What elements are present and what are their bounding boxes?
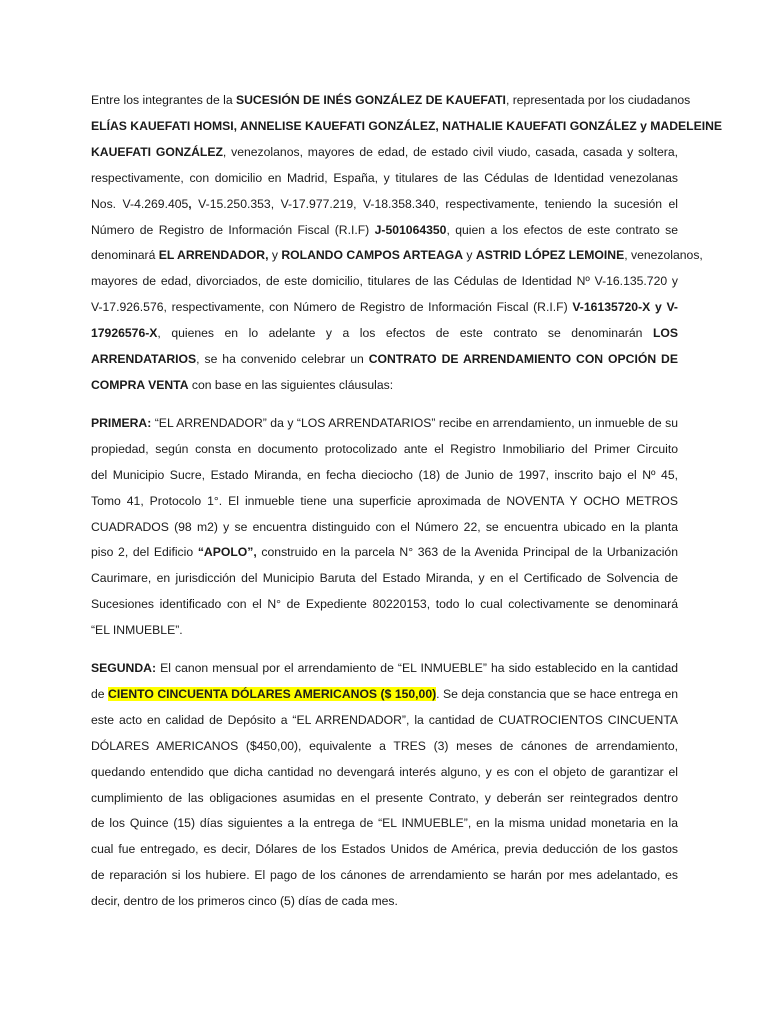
text-line [91,140,678,166]
text-run: propiedad, según consta en documento protocolizado ante el Registro Inmobiliario del Primer Circuito [91,441,678,456]
text-line [91,837,678,863]
bold-text: “APOLO”, [197,545,257,560]
text-run: , se ha convenido celebrar un [196,352,369,367]
bold-text: CONTRATO DE ARRENDAMIENTO CON OPCIÓN DE [368,352,678,367]
text-line [91,656,678,682]
text-line [91,411,678,437]
text-run: cual fue entregado, es decir, Dólares de los Estados Unidos de América, previa deducción de los gastos [91,842,678,857]
bold-text: SEGUNDA: [91,661,157,676]
bold-text: , [188,196,192,211]
text-run: construido en la parcela N° 363 de la Avenida Principal de la Urbanización [256,545,678,560]
text-line [91,618,678,644]
text-line [91,463,678,489]
text-run: este acto en calidad de Depósito a “EL ARRENDADOR”, la cantidad de CUATROCIENTOS CINCUENTA [91,712,678,727]
text-line [91,489,678,515]
text-run: Sucesiones identificado con el N° de Expediente 80220153, todo lo cual colectivamente se denominará [91,597,678,612]
text-run: del Municipio Sucre, Estado Miranda, en fecha dieciocho (18) de Junio de 1997, inscrito bajo el Nº 45, [91,467,678,482]
text-run: piso 2, del Edificio [91,545,198,560]
text-run: , quien a los efectos de este contrato se [446,222,678,237]
text-line [91,321,678,347]
text-line [91,863,678,889]
text-run: con base en las siguientes cláusulas: [188,377,394,392]
text-line [91,243,703,269]
text-line [91,114,723,140]
text-run: , representada por los ciudadanos [505,93,691,107]
text-run: respectivamente, con domicilio en Madrid, España, y titulares de las Cédulas de Identidad venezolanas [91,170,678,185]
text-line [91,786,678,812]
bold-text: ROLANDO CAMPOS ARTEAGA [281,248,464,263]
bold-text: SUCESIÓN DE INÉS GONZÁLEZ DE KAUEFATI [235,93,506,107]
text-line [91,373,678,399]
bold-text: LOS [652,326,678,341]
text-line [91,708,678,734]
text-run: , venezolanos, mayores de edad, de estado civil viudo, casada, casada y soltera, [222,144,678,159]
text-line [91,218,678,244]
text-run: “EL ARRENDADOR” da y “LOS ARRENDATARIOS” recibe en arrendamiento, un inmueble de su [151,415,678,430]
text-run: Nos. V-4.269.405 [91,196,189,211]
highlighted-amount: CIENTO CINCUENTA DÓLARES AMERICANOS ($ 150,00) [108,686,437,701]
bold-text: V-16135720-X y V- [572,300,678,315]
text-run: de reparación si los hubiere. El pago de los cánones de arrendamiento se harán por mes adelantado, es [91,868,678,883]
text-run: quedando entendido que dicha cantidad no devengará interés alguno, y es con el objeto de garantizar el [91,764,678,779]
text-run: mayores de edad, divorciados, de este domicilio, titulares de las Cédulas de Identidad Nº V-16.135.720 y [91,274,678,289]
bold-text: ASTRID LÓPEZ LEMOINE [475,248,625,263]
text-line [91,437,678,463]
text-run: Número de Registro de Información Fiscal (R.I.F) [91,222,375,237]
text-run: V-15.250.353, V-17.977.219, V-18.358.340, respectivamente, teniendo la sucesión el [191,196,678,211]
text-line [91,166,678,192]
bold-text: COMPRA VENTA [91,377,189,392]
bold-text: PRIMERA: [91,415,152,430]
text-line [91,682,678,708]
text-run: de [91,686,109,701]
text-line [91,88,691,114]
paragraph-segunda [91,656,678,915]
text-line [91,566,678,592]
text-line [91,760,678,786]
text-run: DÓLARES AMERICANOS ($450,00), equivalente a TRES (3) meses de cánones de arrendamiento, [91,738,678,753]
text-run: Entre los integrantes de la [91,93,236,107]
bold-text: ARRENDATARIOS [91,352,197,367]
text-line [91,811,678,837]
text-line [91,889,678,915]
text-run: decir, dentro de los primeros cinco (5) días de cada mes. [91,894,398,909]
text-run: cumplimiento de las obligaciones asumidas en el presente Contrato, y deberán ser reintegrados dentro [91,790,678,805]
bold-text: 17926576-X [91,326,158,341]
text-line [91,592,678,618]
text-run: . Se deja constancia que se hace entrega en [436,686,678,701]
text-run: de los Quince (15) días siguientes a la entrega de “EL INMUEBLE”, en la misma unidad monetaria en la [91,816,678,831]
text-run: V-17.926.576, respectivamente, con Número de Registro de Información Fiscal (R.I.F) [91,300,573,315]
text-run: “EL INMUEBLE”. [91,623,183,638]
text-line [91,734,678,760]
text-line [91,192,678,218]
text-run: y [268,248,282,263]
text-line [91,347,678,373]
text-run: , quienes en lo adelante y a los efectos de este contrato se denominarán [157,326,653,341]
bold-text: EL ARRENDADOR, [158,248,269,263]
text-run: y [463,248,476,263]
text-run: denominará [91,248,159,263]
text-run: Caurimare, en jurisdicción del Municipio Baruta del Estado Miranda, y en el Certificado de Solvencia de [91,571,678,586]
bold-text: J-501064350 [374,222,447,237]
document-page [91,88,723,927]
bold-text: KAUEFATI GONZÁLEZ [91,144,223,159]
text-run: Tomo 41, Protocolo 1°. El inmueble tiene una superficie aproximada de NOVENTA Y OCHO METROS [91,493,678,508]
text-line [91,295,678,321]
text-run: CUADRADOS (98 m2) y se encuentra distinguido con el Número 22, se encuentra ubicado en la planta [91,519,678,534]
text-run: El canon mensual por el arrendamiento de “EL INMUEBLE” ha sido establecido en la cantidad [156,661,678,676]
text-line [91,269,678,295]
paragraph-intro [91,88,723,399]
text-line [91,515,678,541]
paragraph-primera [91,411,678,644]
text-line [91,540,678,566]
text-run: , venezolanos, [624,248,703,263]
bold-text: ELÍAS KAUEFATI HOMSI, ANNELISE KAUEFATI GONZÁLEZ, NATHALIE KAUEFATI GONZÁLEZ y MADELEINE [91,118,723,133]
